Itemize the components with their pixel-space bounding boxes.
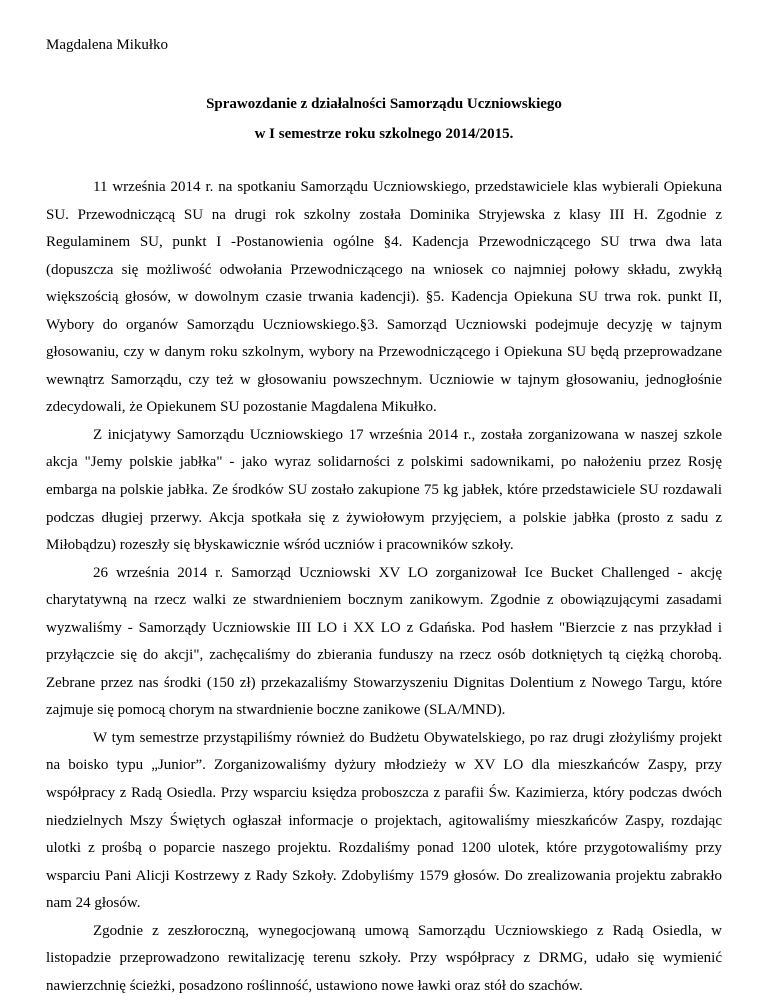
paragraph: 26 września 2014 r. Samorząd Uczniowski XV LO zorganizował Ice Bucket Challenged - akcję charytatywną na rzecz walki ze stwardnieniem bocznym zanikowym. Zgodnie z obowiązującymi zasadami wyzwaliśmy - Samorządy Uczniowskie III LO i XX LO z Gdańska. Pod hasłem "Bierzcie z nas przykład i przyłączcie się do akcji", zachęcaliśmy do zbierania funduszy na rzecz osób dotkniętych tą ciężką chorobą. Zebrane przez nas środki (150 zł) przekazaliśmy Stowarzyszeniu Dignitas Dolentium z Nowego Targu, które zajmuje się pomocą chorym na stwardnienie boczne zanikowe (SLA/MND).: [46, 564, 722, 719]
paragraph: W tym semestrze przystąpiliśmy również do Budżetu Obywatelskiego, po raz drugi złożyliśmy projekt na boisko typu „Junior”. Zorganizowaliśmy dyżury młodzieży w XV LO dla mieszkańców Zaspy, przy współpracy z Radą Osiedla. Przy wsparciu księdza proboszcza z parafii Św. Kazimierza, który podczas dwóch niedzielnych Mszy Świętych ogłaszał informacje o projektach, agitowaliśmy mieszkańców Zaspy, rozdając ulotki z prośbą o poparcie naszego projektu. Rozdaliśmy ponad 1200 ulotek, które przygotowaliśmy przy wsparciu Pani Alicji Kostrzewy z Rady Szkoły. Zdobyliśmy 1579 głosów. Do zrealizowania projektu zabrakło nam 24 głosów.: [46, 729, 722, 912]
document-title: [46, 89, 722, 149]
paragraph: 11 września 2014 r. na spotkaniu Samorządu Uczniowskiego, przedstawiciele klas wybierali Opiekuna SU. Przewodniczącą SU na drugi rok szkolny została Dominika Stryjewska z klasy III H. Zgodnie z Regulaminem SU, punkt I -Postanowienia ogólne §4. Kadencja Przewodniczącego SU trwa dwa lata (dopuszcza się możliwość odwołania Przewodniczącego na wniosek co najmniej połowy składu, zwykłą większością głosów, w dowolnym czasie trwania kadencji). §5. Kadencja Opiekuna SU trwa rok. punkt II, Wybory do organów Samorządu Uczniowskiego.§3. Samorząd Uczniowski podejmuje decyzję w tajnym głosowaniu, czy w danym roku szkolnym, wybory na Przewodniczącego i Opiekuna SU będą przeprowadzane wewnątrz Samorządu, czy też w głosowaniu powszechnym. Uczniowie w tajnym głosowaniu, jednogłośnie zdecydowali, że Opiekunem SU pozostanie Magdalena Mikułko.: [46, 179, 722, 416]
title-line-2: w I semestrze roku szkolnego 2014/2015.: [254, 126, 514, 142]
author-name: Magdalena Mikułko: [46, 37, 169, 53]
document-body: [46, 174, 722, 1000]
paragraph: Z inicjatywy Samorządu Uczniowskiego 17 września 2014 r., została zorganizowana w naszej szkole akcja "Jemy polskie jabłka" - jako wyraz solidarności z polskimi sadownikami, po nałożeniu przez Rosję embarga na polskie jabłka. Ze środków SU zostało zakupione 75 kg jabłek, które przedstawiciele SU rozdawali podczas długiej przerwy. Akcja spotkała się z żywiołowym przyjęciem, a polskie jabłka (prosto z sadu z Miłobądzu) rozeszły się błyskawicznie wśród uczniów i pracowników szkoły.: [46, 426, 722, 554]
title-line-1: Sprawozdanie z działalności Samorządu Uczniowskiego: [206, 96, 562, 112]
paragraph: Zgodnie z zeszłoroczną, wynegocjowaną umową Samorządu Uczniowskiego z Radą Osiedla, w listopadzie przeprowadzono rewitalizację terenu szkoły. Przy współpracy z DRMG, udało się wymienić nawierzchnię ścieżki, posadzono roślinność, ustawiono nowe ławki oraz stół do szachów.: [46, 922, 722, 994]
